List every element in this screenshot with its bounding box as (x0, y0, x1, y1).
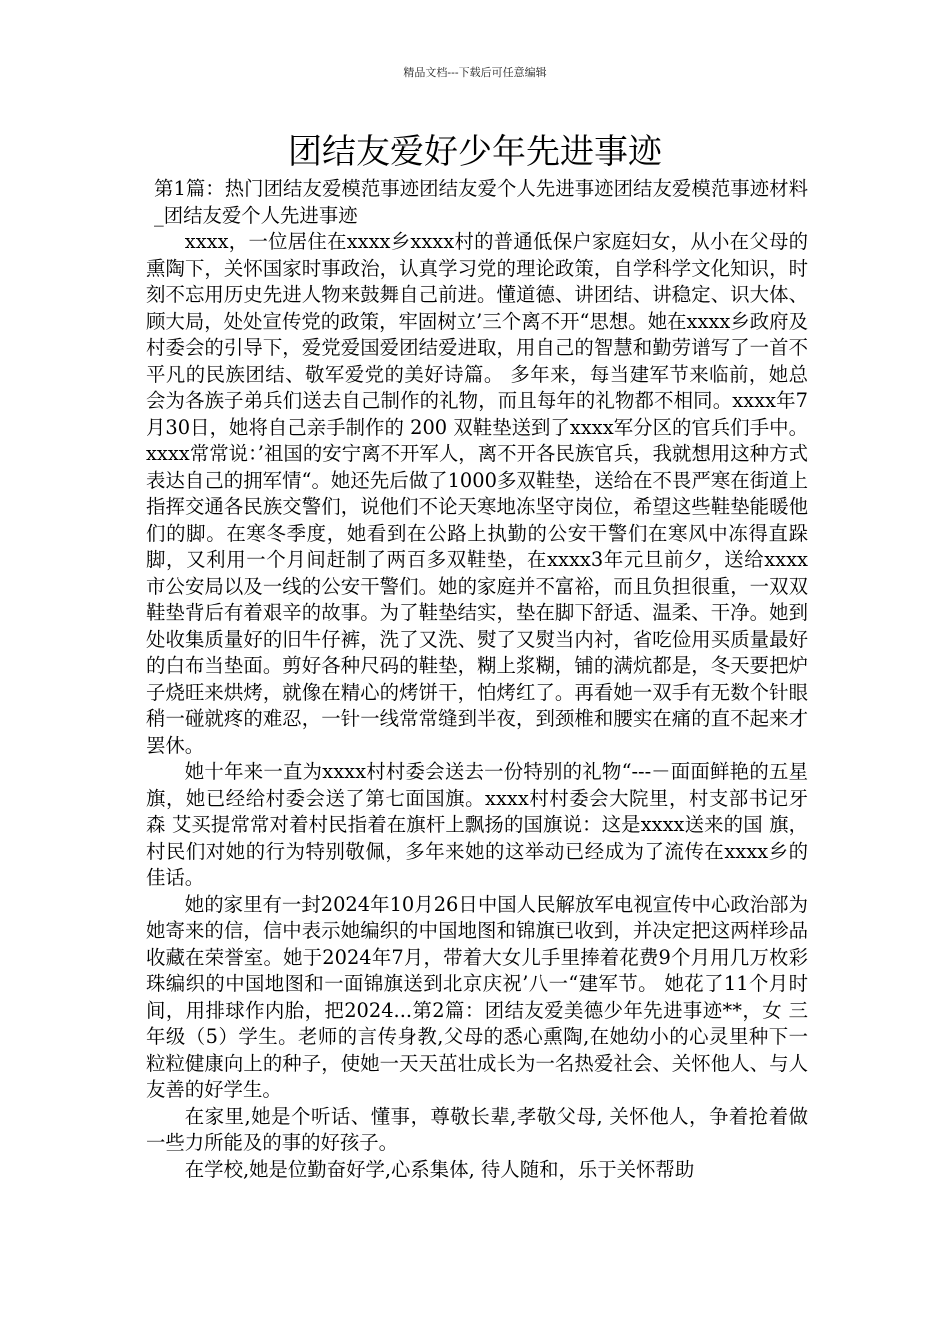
paragraph-1: xxxx，一位居住在xxxx乡xxxx村的普通低保户家庭妇女，从小在父母的熏陶下，关怀国家时事政治，认真学习党的理论政策，自学科学文化知识，时刻不忘用历史先进人物来鼓舞自己前进。懂道德、讲团结、讲稳定、识大体、顾大局，处处宣传党的政策，牢固树立’三个离不开“思想。她在xxxx乡政府及村委会的引导下，爱党爱国爱团结爱进取，用自己的智慧和勤劳谱写了一首不平凡的民族团结、敬军爱党的美好诗篇。 多年来，每当建军节来临前，她总会为各族子弟兵们送去自己制作的礼物，而且每年的礼物都不相同。xxxx年7月30日，她将自己亲手制作的 200 双鞋垫送到了xxxx军分区的官兵们手中。xxxx常常说：’祖国的安宁离不开军人，离不开各民族官兵，我就想用这种方式表达自己的拥军情“。她还先后做了1000多双鞋垫，送给在不畏严寒在街道上指挥交通各民族交警们，说他们不论天寒地冻坚守岗位，希望这些鞋垫能暖他们的脚。在寒冬季度，她看到在公路上执勤的公安干警们在寒风中冻得直跺脚，又利用一个月间赶制了两百多双鞋垫，在xxxx3年元旦前夕，送给xxxx市公安局以及一线的公安干警们。她的家庭并不富裕，而且负担很重，一双双鞋垫背后有着艰辛的故事。为了鞋垫结实，垫在脚下舒适、温柔、干净。她到处收集质量好的旧牛仔裤，洗了又洗、熨了又熨当内衬，省吃俭用买质量最好的白布当垫面。剪好各种尺码的鞋垫，糊上浆糊，铺的满炕都是，冬天要把炉子烧旺来烘烤，就像在精心的烤饼干，怕烤红了。再看她一双手有无数个针眼稍一碰就疼的难忍，一针一线常常缝到半夜，到颈椎和腰实在痛的直不起来才罢休。 (146, 230, 808, 757)
document-title: 团结友爱好少年先进事迹 (288, 132, 662, 172)
page-header: 精品文档---下载后可任意编辑 (403, 66, 547, 79)
document-body (146, 176, 808, 1183)
paragraph-4: 在家里,她是个听话、懂事，尊敬长辈,孝敬父母, 关怀他人，争着抢着做一些力所能及的事的好孩子。 (146, 1104, 808, 1154)
paragraph-3: 她的家里有一封2024年10月26日中国人民解放军电视宣传中心政治部为她寄来的信，信中表示她编织的中国地图和锦旗已收到，并决定把这两样珍品收藏在荣誉室。她于2024年7月，带着大女儿手里捧着花费9个月用几万枚彩珠编织的中国地图和一面锦旗送到北京庆祝’八一“建军节。 她花了11个月时间，用排球作内胎，把2024...第2篇：团结友爱美德少年先进事迹**，女 三年级（5）学生。老师的言传身教,父母的悉心熏陶,在她幼小的心灵里种下一粒粒健康向上的种子，使她一天天茁壮成长为一名热爱社会、关怀他人、与人友善的好学生。 (146, 892, 808, 1101)
section-heading: 第1篇：热门团结友爱模范事迹团结友爱个人先进事迹团结友爱模范事迹材料_团结友爱个人先进事迹 (154, 177, 808, 227)
paragraph-5: 在学校,她是位勤奋好学,心系集体, 待人随和，乐于关怀帮助 (184, 1157, 695, 1181)
paragraph-2: 她十年来一直为xxxx村村委会送去一份特别的礼物“---－面面鲜艳的五星旗，她已经给村委会送了第七面国旗。xxxx村村委会大院里，村支部书记牙森 艾买提常常对着村民指着在旗杆上飘扬的国旗说：这是xxxx送来的国 旗，村民们对她的行为特别敬佩，多年来她的这举动已经成为了流传在xxxx乡的佳话。 (146, 760, 808, 889)
